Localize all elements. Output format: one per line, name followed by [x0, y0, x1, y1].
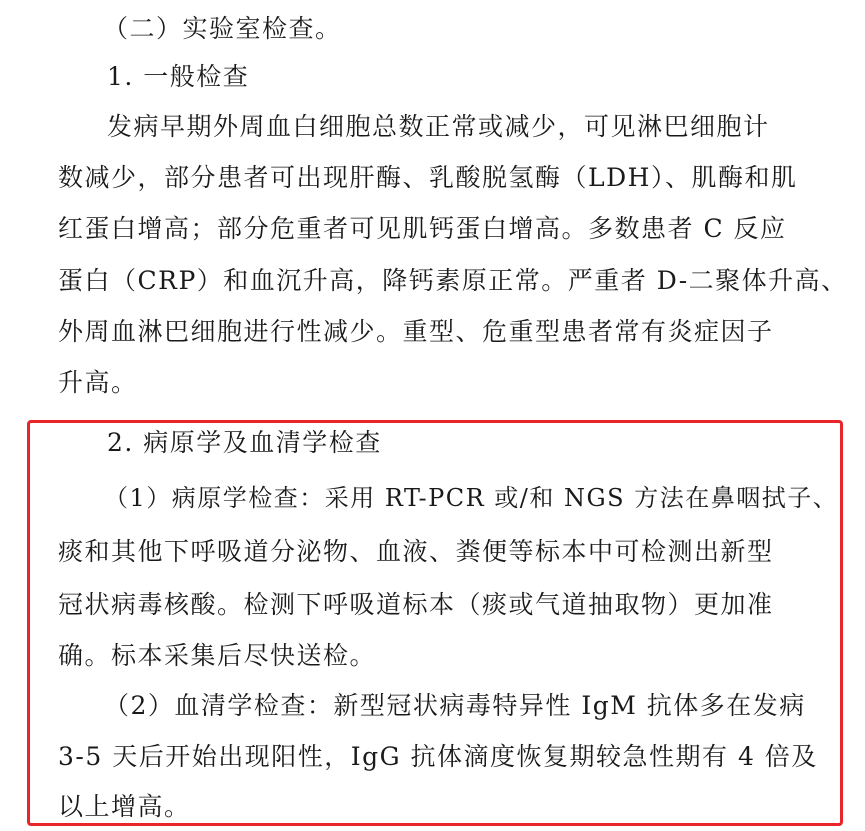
section-heading: （二）实验室检查。 [103, 14, 342, 43]
sub1-line-5: 外周血淋巴细胞进行性减少。重型、危重型患者常有炎症因子 [58, 317, 774, 346]
sub1-line-3: 红蛋白增高；部分危重者可见肌钙蛋白增高。多数患者 C 反应 [58, 214, 787, 243]
sub2-para1-line-3: 冠状病毒核酸。检测下呼吸道标本（痰或气道抽取物）更加准 [58, 590, 774, 619]
sub2-para1-line-1: （1）病原学检查：采用 RT-PCR 或/和 NGS 方法在鼻咽拭子、 [104, 484, 839, 512]
sub1-line-2: 数减少，部分患者可出现肝酶、乳酸脱氢酶（LDH）、肌酶和肌 [58, 163, 798, 192]
sub2-para1-line-4: 确。标本采集后尽快送检。 [58, 641, 377, 670]
subsection-2-heading: 2. 病原学及血清学检查 [107, 428, 382, 457]
subsection-1-heading: 1. 一般检查 [107, 62, 250, 91]
sub1-line-1: 发病早期外周血白细胞总数正常或减少，可见淋巴细胞计 [107, 112, 770, 141]
sub2-para1-line-2: 痰和其他下呼吸道分泌物、血液、粪便等标本中可检测出新型 [58, 537, 774, 566]
sub1-line-6: 升高。 [58, 368, 138, 397]
sub1-line-4: 蛋白（CRP）和血沉升高，降钙素原正常。严重者 D-二聚体升高、 [58, 266, 848, 295]
sub2-para2-line-3: 以上增高。 [58, 792, 191, 821]
sub2-para2-line-2: 3-5 天后开始出现阳性，IgG 抗体滴度恢复期较急性期有 4 倍及 [58, 742, 818, 771]
sub2-para2-line-1: （2）血清学检查：新型冠状病毒特异性 IgM 抗体多在发病 [104, 691, 806, 720]
